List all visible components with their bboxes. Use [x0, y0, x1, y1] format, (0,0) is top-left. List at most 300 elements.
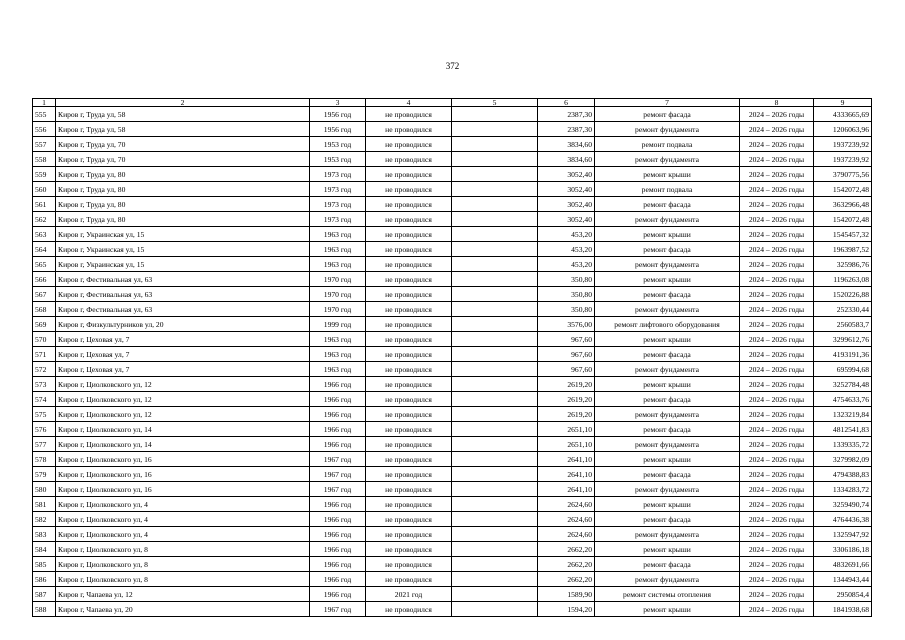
- cell-address: Киров г, Циолковского ул, 16: [56, 467, 310, 482]
- table-row: [33, 407, 872, 422]
- cell-period: 2024 – 2026 годы: [740, 287, 814, 302]
- table-row: [33, 452, 872, 467]
- cell-cost: 3299612,76: [814, 332, 872, 347]
- cell-repair-type: ремонт фасада: [595, 512, 740, 527]
- cell-last-repair-year: 2021 год: [366, 587, 452, 602]
- cell-repair-type: ремонт фундамента: [595, 362, 740, 377]
- cell-build-year: 1966 год: [310, 557, 366, 572]
- cell-address: Киров г, Циолковского ул, 16: [56, 452, 310, 467]
- cell-build-year: 1966 год: [310, 512, 366, 527]
- cell-last-repair-year: не проводился: [366, 527, 452, 542]
- cell-repair-type: ремонт фундамента: [595, 212, 740, 227]
- cell-cost: 4193191,36: [814, 347, 872, 362]
- cell-cost: 1334283,72: [814, 482, 872, 497]
- cell-repair-type: ремонт крыши: [595, 602, 740, 617]
- cell-address: Киров г, Циолковского ул, 12: [56, 407, 310, 422]
- cell-col-5: [452, 497, 538, 512]
- cell-row-number: 563: [33, 227, 56, 242]
- cell-period: 2024 – 2026 годы: [740, 122, 814, 137]
- column-number-header-row: [33, 99, 872, 107]
- cell-cost: 1542072,48: [814, 212, 872, 227]
- cell-last-repair-year: не проводился: [366, 152, 452, 167]
- cell-repair-type: ремонт фасада: [595, 392, 740, 407]
- cell-row-number: 567: [33, 287, 56, 302]
- cell-col-5: [452, 392, 538, 407]
- cell-repair-type: ремонт фундамента: [595, 302, 740, 317]
- cell-row-number: 565: [33, 257, 56, 272]
- cell-area: 2651,10: [538, 437, 595, 452]
- cell-period: 2024 – 2026 годы: [740, 482, 814, 497]
- cell-build-year: 1966 год: [310, 542, 366, 557]
- repair-schedule-table: [32, 98, 872, 617]
- cell-last-repair-year: не проводился: [366, 542, 452, 557]
- cell-row-number: 557: [33, 137, 56, 152]
- table-row: [33, 242, 872, 257]
- cell-address: Киров г, Труда ул, 80: [56, 212, 310, 227]
- cell-cost: 3252784,48: [814, 377, 872, 392]
- cell-area: 453,20: [538, 227, 595, 242]
- table-row: [33, 482, 872, 497]
- table-row: [33, 572, 872, 587]
- table-row: [33, 542, 872, 557]
- cell-build-year: 1973 год: [310, 197, 366, 212]
- cell-build-year: 1963 год: [310, 257, 366, 272]
- cell-cost: 1344943,44: [814, 572, 872, 587]
- cell-build-year: 1973 год: [310, 167, 366, 182]
- cell-last-repair-year: не проводился: [366, 572, 452, 587]
- cell-last-repair-year: не проводился: [366, 437, 452, 452]
- cell-col-5: [452, 512, 538, 527]
- cell-repair-type: ремонт фасада: [595, 467, 740, 482]
- cell-area: 2619,20: [538, 377, 595, 392]
- cell-col-5: [452, 167, 538, 182]
- cell-repair-type: ремонт крыши: [595, 272, 740, 287]
- table-row: [33, 527, 872, 542]
- cell-row-number: 586: [33, 572, 56, 587]
- cell-period: 2024 – 2026 годы: [740, 302, 814, 317]
- cell-last-repair-year: не проводился: [366, 287, 452, 302]
- cell-last-repair-year: не проводился: [366, 257, 452, 272]
- cell-last-repair-year: не проводился: [366, 392, 452, 407]
- table-row: [33, 332, 872, 347]
- cell-address: Киров г, Труда ул, 80: [56, 167, 310, 182]
- cell-col-5: [452, 242, 538, 257]
- cell-last-repair-year: не проводился: [366, 167, 452, 182]
- table-row: [33, 197, 872, 212]
- header-cell-last-repair-year: 4: [366, 99, 452, 107]
- cell-cost: 4794388,83: [814, 467, 872, 482]
- cell-area: 3052,40: [538, 182, 595, 197]
- cell-address: Киров г, Украинская ул, 15: [56, 227, 310, 242]
- cell-area: 967,60: [538, 332, 595, 347]
- cell-area: 2624,60: [538, 527, 595, 542]
- cell-address: Киров г, Циолковского ул, 8: [56, 542, 310, 557]
- cell-row-number: 564: [33, 242, 56, 257]
- cell-last-repair-year: не проводился: [366, 227, 452, 242]
- cell-area: 350,80: [538, 287, 595, 302]
- table-row: [33, 272, 872, 287]
- cell-area: 2387,30: [538, 107, 595, 122]
- cell-col-5: [452, 557, 538, 572]
- cell-build-year: 1999 год: [310, 317, 366, 332]
- cell-cost: 695994,68: [814, 362, 872, 377]
- cell-col-5: [452, 287, 538, 302]
- cell-repair-type: ремонт фасада: [595, 242, 740, 257]
- cell-address: Киров г, Труда ул, 80: [56, 182, 310, 197]
- cell-cost: 1545457,32: [814, 227, 872, 242]
- table-row: [33, 212, 872, 227]
- cell-row-number: 582: [33, 512, 56, 527]
- cell-build-year: 1963 год: [310, 362, 366, 377]
- cell-col-5: [452, 272, 538, 287]
- table-row: [33, 137, 872, 152]
- cell-build-year: 1953 год: [310, 152, 366, 167]
- cell-row-number: 558: [33, 152, 56, 167]
- cell-area: 2641,10: [538, 482, 595, 497]
- cell-build-year: 1966 год: [310, 527, 366, 542]
- cell-last-repair-year: не проводился: [366, 347, 452, 362]
- cell-area: 3052,40: [538, 167, 595, 182]
- cell-period: 2024 – 2026 годы: [740, 437, 814, 452]
- cell-col-5: [452, 587, 538, 602]
- cell-area: 2619,20: [538, 407, 595, 422]
- cell-cost: 3306186,18: [814, 542, 872, 557]
- cell-last-repair-year: не проводился: [366, 317, 452, 332]
- cell-cost: 1325947,92: [814, 527, 872, 542]
- cell-area: 967,60: [538, 362, 595, 377]
- cell-row-number: 578: [33, 452, 56, 467]
- cell-address: Киров г, Чапаева ул, 20: [56, 602, 310, 617]
- cell-cost: 3259490,74: [814, 497, 872, 512]
- cell-cost: 1937239,92: [814, 137, 872, 152]
- cell-period: 2024 – 2026 годы: [740, 107, 814, 122]
- cell-build-year: 1966 год: [310, 407, 366, 422]
- cell-period: 2024 – 2026 годы: [740, 512, 814, 527]
- cell-build-year: 1963 год: [310, 242, 366, 257]
- cell-last-repair-year: не проводился: [366, 407, 452, 422]
- cell-address: Киров г, Труда ул, 58: [56, 122, 310, 137]
- cell-cost: 1937239,92: [814, 152, 872, 167]
- cell-repair-type: ремонт фундамента: [595, 122, 740, 137]
- cell-period: 2024 – 2026 годы: [740, 452, 814, 467]
- cell-row-number: 577: [33, 437, 56, 452]
- cell-col-5: [452, 107, 538, 122]
- cell-cost: 4812541,83: [814, 422, 872, 437]
- cell-period: 2024 – 2026 годы: [740, 497, 814, 512]
- cell-area: 2662,20: [538, 542, 595, 557]
- cell-cost: 1542072,48: [814, 182, 872, 197]
- cell-period: 2024 – 2026 годы: [740, 152, 814, 167]
- cell-repair-type: ремонт системы отопления: [595, 587, 740, 602]
- cell-col-5: [452, 437, 538, 452]
- cell-col-5: [452, 602, 538, 617]
- cell-build-year: 1967 год: [310, 452, 366, 467]
- cell-build-year: 1970 год: [310, 287, 366, 302]
- cell-period: 2024 – 2026 годы: [740, 257, 814, 272]
- cell-repair-type: ремонт подвала: [595, 137, 740, 152]
- table-body: [33, 99, 872, 617]
- cell-address: Киров г, Циолковского ул, 12: [56, 392, 310, 407]
- cell-build-year: 1966 год: [310, 437, 366, 452]
- cell-row-number: 581: [33, 497, 56, 512]
- table-row: [33, 302, 872, 317]
- cell-build-year: 1970 год: [310, 272, 366, 287]
- table-row: [33, 182, 872, 197]
- cell-col-5: [452, 212, 538, 227]
- cell-period: 2024 – 2026 годы: [740, 527, 814, 542]
- cell-last-repair-year: не проводился: [366, 452, 452, 467]
- cell-area: 2624,60: [538, 512, 595, 527]
- cell-area: 3834,60: [538, 152, 595, 167]
- cell-area: 1594,20: [538, 602, 595, 617]
- cell-row-number: 555: [33, 107, 56, 122]
- cell-last-repair-year: не проводился: [366, 212, 452, 227]
- cell-address: Киров г, Циолковского ул, 8: [56, 572, 310, 587]
- table-row: [33, 392, 872, 407]
- cell-last-repair-year: не проводился: [366, 467, 452, 482]
- cell-repair-type: ремонт фасада: [595, 347, 740, 362]
- cell-address: Киров г, Циолковского ул, 8: [56, 557, 310, 572]
- cell-area: 2662,20: [538, 572, 595, 587]
- cell-period: 2024 – 2026 годы: [740, 467, 814, 482]
- cell-col-5: [452, 452, 538, 467]
- cell-area: 350,80: [538, 302, 595, 317]
- header-cell-address: 2: [56, 99, 310, 107]
- cell-row-number: 587: [33, 587, 56, 602]
- cell-period: 2024 – 2026 годы: [740, 377, 814, 392]
- cell-col-5: [452, 542, 538, 557]
- cell-area: 3052,40: [538, 197, 595, 212]
- cell-repair-type: ремонт фасада: [595, 107, 740, 122]
- cell-address: Киров г, Фестивальная ул, 63: [56, 272, 310, 287]
- cell-period: 2024 – 2026 годы: [740, 227, 814, 242]
- cell-row-number: 585: [33, 557, 56, 572]
- cell-build-year: 1963 год: [310, 332, 366, 347]
- cell-repair-type: ремонт фундамента: [595, 152, 740, 167]
- cell-area: 453,20: [538, 242, 595, 257]
- cell-col-5: [452, 527, 538, 542]
- cell-col-5: [452, 227, 538, 242]
- cell-address: Киров г, Цеховая ул, 7: [56, 347, 310, 362]
- header-cell-col-5: 5: [452, 99, 538, 107]
- cell-last-repair-year: не проводился: [366, 197, 452, 212]
- cell-row-number: 556: [33, 122, 56, 137]
- cell-cost: 252330,44: [814, 302, 872, 317]
- cell-row-number: 580: [33, 482, 56, 497]
- table-row: [33, 347, 872, 362]
- cell-period: 2024 – 2026 годы: [740, 557, 814, 572]
- cell-row-number: 561: [33, 197, 56, 212]
- cell-col-5: [452, 482, 538, 497]
- cell-address: Киров г, Цеховая ул, 7: [56, 362, 310, 377]
- header-cell-area: 6: [538, 99, 595, 107]
- cell-cost: 325986,76: [814, 257, 872, 272]
- cell-build-year: 1966 год: [310, 392, 366, 407]
- cell-period: 2024 – 2026 годы: [740, 602, 814, 617]
- cell-row-number: 571: [33, 347, 56, 362]
- cell-period: 2024 – 2026 годы: [740, 182, 814, 197]
- table-row: [33, 437, 872, 452]
- cell-address: Киров г, Фестивальная ул, 63: [56, 302, 310, 317]
- table-row: [33, 377, 872, 392]
- cell-row-number: 583: [33, 527, 56, 542]
- header-cell-cost: 9: [814, 99, 872, 107]
- cell-row-number: 560: [33, 182, 56, 197]
- cell-repair-type: ремонт крыши: [595, 227, 740, 242]
- cell-area: 2624,60: [538, 497, 595, 512]
- cell-col-5: [452, 572, 538, 587]
- cell-col-5: [452, 332, 538, 347]
- cell-address: Киров г, Фестивальная ул, 63: [56, 287, 310, 302]
- cell-address: Киров г, Циолковского ул, 4: [56, 497, 310, 512]
- cell-row-number: 568: [33, 302, 56, 317]
- cell-address: Киров г, Украинская ул, 15: [56, 257, 310, 272]
- cell-build-year: 1966 год: [310, 497, 366, 512]
- cell-row-number: 570: [33, 332, 56, 347]
- header-cell-build-year: 3: [310, 99, 366, 107]
- cell-repair-type: ремонт фасада: [595, 287, 740, 302]
- cell-area: 3576,00: [538, 317, 595, 332]
- cell-col-5: [452, 467, 538, 482]
- table-row: [33, 587, 872, 602]
- cell-build-year: 1970 год: [310, 302, 366, 317]
- cell-address: Киров г, Труда ул, 70: [56, 152, 310, 167]
- cell-repair-type: ремонт крыши: [595, 542, 740, 557]
- cell-build-year: 1973 год: [310, 212, 366, 227]
- cell-cost: 3790775,56: [814, 167, 872, 182]
- cell-area: 350,80: [538, 272, 595, 287]
- cell-period: 2024 – 2026 годы: [740, 197, 814, 212]
- cell-col-5: [452, 422, 538, 437]
- cell-build-year: 1966 год: [310, 377, 366, 392]
- cell-build-year: 1966 год: [310, 422, 366, 437]
- cell-row-number: 572: [33, 362, 56, 377]
- cell-repair-type: ремонт фасада: [595, 557, 740, 572]
- cell-area: 2641,10: [538, 467, 595, 482]
- cell-period: 2024 – 2026 годы: [740, 422, 814, 437]
- cell-last-repair-year: не проводился: [366, 122, 452, 137]
- cell-last-repair-year: не проводился: [366, 182, 452, 197]
- cell-address: Киров г, Труда ул, 70: [56, 137, 310, 152]
- cell-cost: 2560583,7: [814, 317, 872, 332]
- cell-cost: 1963987,52: [814, 242, 872, 257]
- table-row: [33, 602, 872, 617]
- cell-last-repair-year: не проводился: [366, 377, 452, 392]
- cell-last-repair-year: не проводился: [366, 107, 452, 122]
- cell-repair-type: ремонт фундамента: [595, 437, 740, 452]
- cell-col-5: [452, 377, 538, 392]
- cell-repair-type: ремонт фасада: [595, 422, 740, 437]
- cell-cost: 3279982,09: [814, 452, 872, 467]
- cell-row-number: 584: [33, 542, 56, 557]
- cell-build-year: 1953 год: [310, 137, 366, 152]
- cell-period: 2024 – 2026 годы: [740, 587, 814, 602]
- cell-repair-type: ремонт фундамента: [595, 527, 740, 542]
- cell-area: 453,20: [538, 257, 595, 272]
- cell-repair-type: ремонт фундамента: [595, 257, 740, 272]
- cell-cost: 4764436,38: [814, 512, 872, 527]
- cell-repair-type: ремонт лифтового оборудования: [595, 317, 740, 332]
- cell-last-repair-year: не проводился: [366, 422, 452, 437]
- cell-address: Киров г, Украинская ул, 15: [56, 242, 310, 257]
- cell-build-year: 1956 год: [310, 107, 366, 122]
- cell-area: 3052,40: [538, 212, 595, 227]
- cell-last-repair-year: не проводился: [366, 272, 452, 287]
- cell-repair-type: ремонт крыши: [595, 497, 740, 512]
- cell-cost: 1323219,84: [814, 407, 872, 422]
- cell-area: 2651,10: [538, 422, 595, 437]
- cell-row-number: 562: [33, 212, 56, 227]
- cell-address: Киров г, Чапаева ул, 12: [56, 587, 310, 602]
- cell-build-year: 1966 год: [310, 587, 366, 602]
- table-row: [33, 422, 872, 437]
- cell-address: Киров г, Циолковского ул, 16: [56, 482, 310, 497]
- cell-row-number: 559: [33, 167, 56, 182]
- cell-cost: 1196263,08: [814, 272, 872, 287]
- cell-address: Киров г, Труда ул, 80: [56, 197, 310, 212]
- cell-last-repair-year: не проводился: [366, 332, 452, 347]
- cell-last-repair-year: не проводился: [366, 302, 452, 317]
- cell-period: 2024 – 2026 годы: [740, 572, 814, 587]
- cell-col-5: [452, 137, 538, 152]
- table-row: [33, 287, 872, 302]
- cell-last-repair-year: не проводился: [366, 512, 452, 527]
- cell-period: 2024 – 2026 годы: [740, 407, 814, 422]
- cell-last-repair-year: не проводился: [366, 602, 452, 617]
- cell-area: 1589,90: [538, 587, 595, 602]
- cell-col-5: [452, 407, 538, 422]
- cell-period: 2024 – 2026 годы: [740, 347, 814, 362]
- table-row: [33, 512, 872, 527]
- table-row: [33, 257, 872, 272]
- cell-period: 2024 – 2026 годы: [740, 212, 814, 227]
- cell-cost: 4754633,76: [814, 392, 872, 407]
- cell-address: Киров г, Циолковского ул, 12: [56, 377, 310, 392]
- cell-period: 2024 – 2026 годы: [740, 392, 814, 407]
- table-row: [33, 557, 872, 572]
- cell-cost: 1339335,72: [814, 437, 872, 452]
- cell-row-number: 566: [33, 272, 56, 287]
- cell-build-year: 1967 год: [310, 602, 366, 617]
- cell-col-5: [452, 257, 538, 272]
- cell-repair-type: ремонт подвала: [595, 182, 740, 197]
- cell-build-year: 1966 год: [310, 572, 366, 587]
- cell-col-5: [452, 302, 538, 317]
- cell-col-5: [452, 317, 538, 332]
- cell-col-5: [452, 182, 538, 197]
- cell-period: 2024 – 2026 годы: [740, 332, 814, 347]
- cell-address: Киров г, Циолковского ул, 14: [56, 437, 310, 452]
- page-number: 372: [445, 61, 460, 71]
- cell-cost: 1206063,96: [814, 122, 872, 137]
- cell-repair-type: ремонт крыши: [595, 377, 740, 392]
- cell-period: 2024 – 2026 годы: [740, 272, 814, 287]
- cell-last-repair-year: не проводился: [366, 137, 452, 152]
- cell-repair-type: ремонт крыши: [595, 332, 740, 347]
- cell-area: 2387,30: [538, 122, 595, 137]
- cell-col-5: [452, 362, 538, 377]
- cell-col-5: [452, 347, 538, 362]
- cell-cost: 1841938,68: [814, 602, 872, 617]
- cell-repair-type: ремонт фундамента: [595, 482, 740, 497]
- cell-cost: 2950854,4: [814, 587, 872, 602]
- cell-row-number: 579: [33, 467, 56, 482]
- cell-repair-type: ремонт фундамента: [595, 407, 740, 422]
- cell-build-year: 1967 год: [310, 467, 366, 482]
- cell-col-5: [452, 152, 538, 167]
- cell-area: 2641,10: [538, 452, 595, 467]
- cell-period: 2024 – 2026 годы: [740, 137, 814, 152]
